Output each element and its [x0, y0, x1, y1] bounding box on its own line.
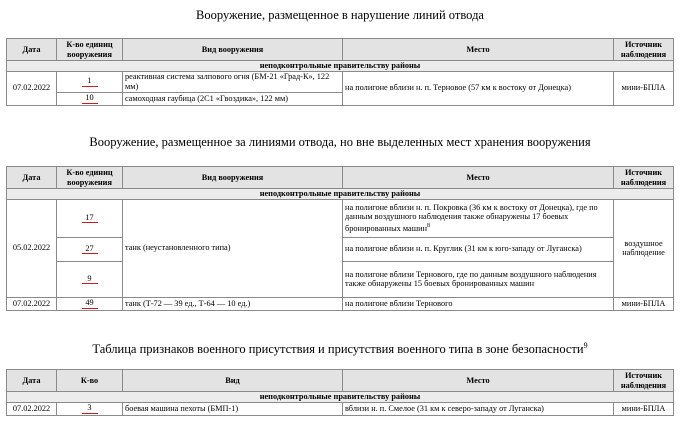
header-source: Источник наблюдения	[614, 39, 674, 61]
date-cell: 07.02.2022	[7, 71, 57, 105]
header-source: Источник наблюдения	[614, 370, 674, 392]
table-row	[7, 297, 674, 310]
table-row	[7, 402, 674, 415]
header-date: Дата	[7, 370, 57, 392]
qty-cell	[57, 71, 123, 92]
qty-value: 49	[82, 298, 98, 309]
qty-value: 27	[82, 244, 98, 255]
date-cell: 05.02.2022	[7, 199, 57, 297]
table-header-row	[7, 370, 674, 392]
table-row	[7, 199, 674, 237]
type-cell: танк (неустановленного типа)	[123, 199, 343, 297]
table-header-row	[7, 39, 674, 61]
qty-value: 9	[82, 274, 98, 285]
source-cell: воздушное наблюдение	[614, 199, 674, 297]
qty-value: 10	[82, 93, 98, 104]
place-cell	[343, 199, 614, 237]
date-cell: 07.02.2022	[7, 402, 57, 415]
header-place: Место	[343, 167, 614, 189]
section3-title	[0, 339, 680, 356]
group-label: неподконтрольные правительству районы	[7, 392, 674, 403]
footnote-marker: 8	[427, 222, 431, 229]
place-cell: на полигоне вблизи Тернового	[343, 297, 614, 310]
qty-cell	[57, 402, 123, 415]
source-cell: мини-БПЛА	[614, 402, 674, 415]
header-type: Вид вооружения	[123, 167, 343, 189]
footnote-marker: 9	[583, 341, 588, 350]
table-header-row	[7, 167, 674, 189]
qty-cell	[57, 92, 123, 105]
header-date: Дата	[7, 39, 57, 61]
group-label: неподконтрольные правительству районы	[7, 189, 674, 200]
header-place: Место	[343, 370, 614, 392]
qty-cell	[57, 199, 123, 237]
type-cell: самоходная гаубица (2С1 «Гвоздика», 122 мм)	[123, 92, 343, 105]
table-military-presence	[6, 369, 674, 416]
header-date: Дата	[7, 167, 57, 189]
qty-value: 3	[82, 403, 98, 414]
place-cell: на полигоне вблизи н. п. Терновое (57 км к востоку от Донецка)	[343, 71, 614, 105]
group-row	[7, 61, 674, 72]
header-type: Вид вооружения	[123, 39, 343, 61]
source-cell: мини-БПЛА	[614, 297, 674, 310]
section2-title: Вооружение, размещенное за линиями отвода, но вне выделенных мест хранения вооружения	[89, 135, 591, 149]
header-qty: К-во	[57, 370, 123, 392]
header-type: Вид	[123, 370, 343, 392]
qty-cell	[57, 297, 123, 310]
section1-title: Вооружение, размещенное в нарушение линий отвода	[196, 8, 484, 22]
header-source: Источник наблюдения	[614, 167, 674, 189]
header-qty: К-во единиц вооружения	[57, 167, 123, 189]
group-row	[7, 392, 674, 403]
table-row	[7, 71, 674, 92]
table-weapons-violation	[6, 38, 674, 106]
header-qty: К-во единиц вооружения	[57, 39, 123, 61]
qty-value: 17	[82, 213, 98, 224]
qty-cell	[57, 261, 123, 297]
type-cell: реактивная система залпового огня (БМ-21 «Град-К», 122 мм)	[123, 71, 343, 92]
table-weapons-beyond-lines	[6, 166, 674, 311]
type-cell: боевая машина пехоты (БМП-1)	[123, 402, 343, 415]
header-place: Место	[343, 39, 614, 61]
date-cell: 07.02.2022	[7, 297, 57, 310]
place-cell: вблизи н. п. Смелое (31 км к северо-западу от Луганска)	[343, 402, 614, 415]
section3-title-text: Таблица признаков военного присутствия и присутствия военного типа в зоне безопасности	[92, 342, 584, 357]
qty-value: 1	[82, 76, 98, 87]
qty-cell	[57, 237, 123, 261]
group-label: неподконтрольные правительству районы	[7, 61, 674, 72]
type-cell: танк (Т-72 — 39 ед., Т-64 — 10 ед.)	[123, 297, 343, 310]
place-cell: на полигоне вблизи н. п. Круглик (31 км к юго-западу от Луганска)	[343, 237, 614, 261]
place-text: на полигоне вблизи н. п. Покровка (36 км к востоку от Донецка), где по данным воздушного наблюдения также обнаружены 17 боевых бронированных машин	[345, 202, 598, 233]
group-row	[7, 189, 674, 200]
source-cell: мини-БПЛА	[614, 71, 674, 105]
place-cell: на полигоне вблизи Тернового, где по данным воздушного наблюдения также обнаружены 15 боевых бронированных машин	[343, 261, 614, 297]
